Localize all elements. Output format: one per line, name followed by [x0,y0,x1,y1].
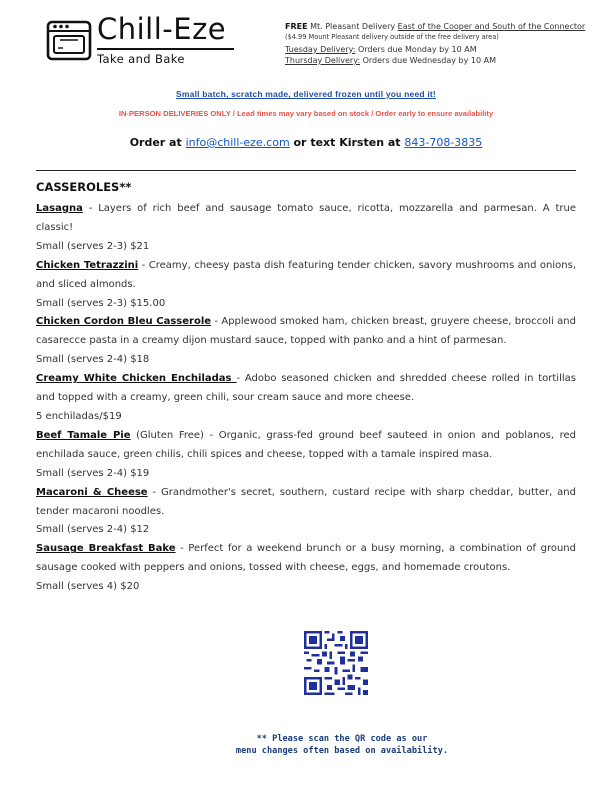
delivery-fee-note: ($4.99 Mount Pleasant delivery outside of the free delivery area) [285,33,499,42]
item-description: - Grandmother's secret, southern, custard recipe with sharp cheddar, butter, and tender macaroni noodles. [36,486,576,517]
qr-code[interactable] [301,631,371,695]
qr-note-line-1: ** Please scan the QR code as our [256,734,428,744]
item-description: - Perfect for a weekend brunch or a busy morning, a combination of ground sausage cooked with peppers and onions, tossed with cheese, eggs, and homemade croutons. [36,543,576,574]
item-description: - Applewood smoked ham, chicken breast, gruyere cheese, broccoli and casarecce pasta in a creamy dijon mustard sauce, topped with panko and a hint of parmesan. [36,316,576,347]
delivery-bounds: East of the Cooper and South of the Connector [397,22,586,31]
item-name: Lasagna [36,203,83,214]
item-name: Creamy White Chicken Enchiladas [36,373,237,385]
tuesday-detail: Orders due Monday by 10 AM [355,44,477,54]
item-description: (Gluten Free) - Organic, grass-fed ground beef sauteed in onion and poblanos, red enchilada sauce, green chilis, chili spices and cheese, topped with a tamale inspired masa. [36,429,576,460]
brand-name: Chill-Eze [97,12,227,46]
item-price: Small (serves 2-4) $12 [36,524,150,536]
item-name: Beef Tamale Pie [36,429,131,441]
item-name: Chicken Cordon Bleu Casserole [36,316,212,328]
email-link[interactable]: info@chill-eze.com [185,136,290,149]
menu-item-chicken-tetrazzini [36,257,576,295]
item-description: - Creamy, cheesy pasta dish featuring tender chicken, savory mushrooms and onions, and sliced almonds. [36,259,576,290]
item-price: Small (serves 2-3) $21 [36,240,150,252]
item-name: Macaroni & Cheese [36,486,148,498]
section-title: CASSEROLES** [36,180,132,194]
menu-item-white-chicken-enchiladas [36,370,576,408]
item-name: Chicken Tetrazzini [36,259,139,271]
thursday-label: Thursday Delivery: [285,55,361,65]
phone-link[interactable]: 843-708-3835 [404,136,483,149]
qr-note-line-2: menu changes often based on availability. [235,746,449,756]
delivery-info [285,21,585,66]
item-price: Small (serves 2-3) $15.00 [36,297,166,309]
menu-item-beef-tamale-pie [36,427,576,465]
thursday-detail: Orders due Wednesday by 10 AM [360,55,496,65]
free-label: FREE [285,22,308,31]
menu-item-chicken-cordon-bleu [36,313,576,351]
item-description: - Layers of rich beef and sausage tomato sauce, ricotta, mozzarella and parmesan. A true classic! [36,203,576,233]
tuesday-label: Tuesday Delivery: [285,44,356,54]
oven-logo-icon [46,18,92,62]
menu-item-sausage-breakfast-bake [36,540,576,578]
order-middle: or text Kirsten at [289,136,405,149]
order-line [0,136,612,149]
tuesday-delivery-line [285,44,585,55]
delivery-area: Mt. Pleasant Delivery [307,22,398,31]
brand-tagline: Take and Bake [97,52,185,66]
item-name: Sausage Breakfast Bake [36,543,176,555]
item-price: 5 enchiladas/$19 [36,410,122,422]
item-description: - Adobo seasoned chicken and shredded cheese rolled in tortillas and topped with a creamy, green chili, sour cream sauce and more cheese. [36,373,576,404]
brand-underline [97,48,234,50]
divider [36,170,576,171]
delivery-area-line [285,21,585,32]
item-price: Small (serves 4) $20 [36,581,140,593]
menu-item-macaroni-cheese [36,484,576,522]
qr-note [0,733,612,757]
delivery-notice: IN-PERSON DELIVERIES ONLY / Lead times may vary based on stock / Order early to ensure availability [118,109,494,118]
tagline: Small batch, scratch made, delivered frozen until you need it! [176,89,436,99]
menu-list [36,200,576,597]
thursday-delivery-line [285,55,585,66]
order-prefix: Order at [129,136,186,149]
item-price: Small (serves 2-4) $18 [36,354,150,366]
item-price: Small (serves 2-4) $19 [36,467,150,479]
menu-item-lasagna [36,200,576,238]
